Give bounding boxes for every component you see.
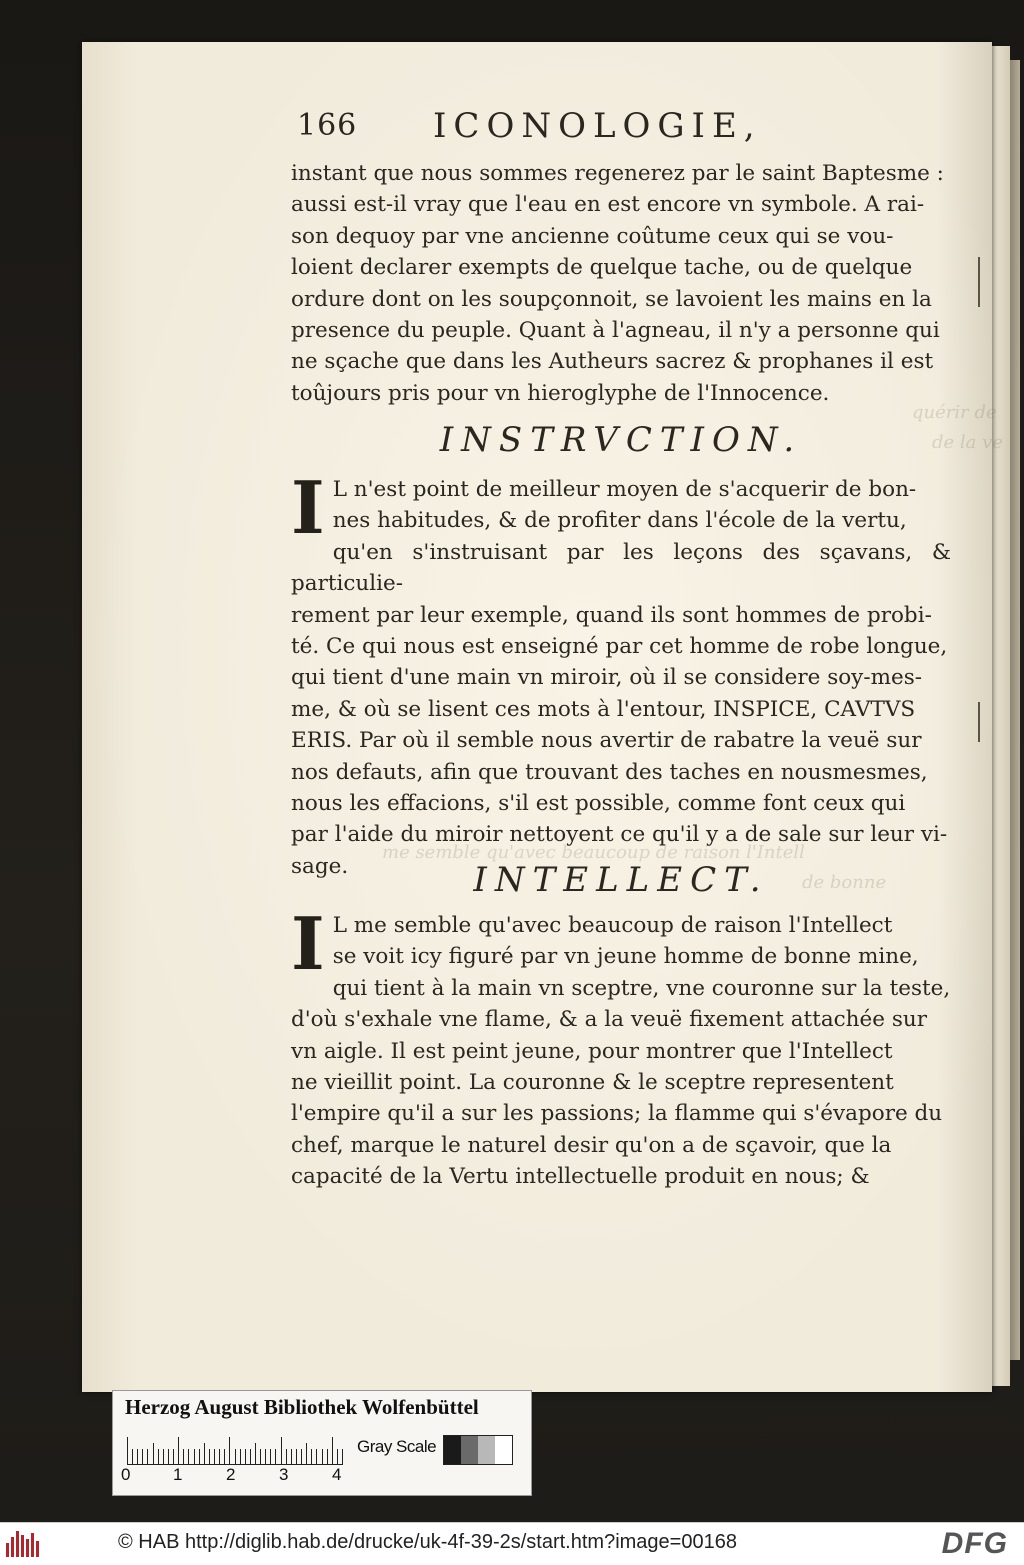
show-through-text: quérir de — [912, 402, 997, 423]
intro-paragraph — [291, 158, 951, 409]
text-line: presence du peuple. Quant à l'agneau, il n'y a personne qui — [291, 318, 940, 344]
ruler-tick — [188, 1449, 189, 1465]
ruler-tick — [316, 1449, 317, 1465]
ruler-tick — [301, 1449, 302, 1465]
ruler-tick — [296, 1449, 297, 1465]
running-title: ICONOLOGIE, — [433, 106, 762, 146]
logo-bar — [21, 1535, 24, 1557]
logo-bar — [31, 1533, 34, 1557]
ruler-tick — [173, 1449, 174, 1465]
gray-swatch — [495, 1436, 512, 1464]
gray-swatch — [461, 1436, 478, 1464]
footer-bar — [0, 1522, 1024, 1565]
ruler-tick — [322, 1449, 323, 1465]
ruler-tick — [255, 1443, 256, 1465]
ruler-number: 1 — [173, 1465, 183, 1484]
text-line: nous les effacions, s'il est possible, comme font ceux qui — [291, 791, 906, 817]
gray-scale-label: Gray Scale — [357, 1437, 437, 1456]
ruler-tick — [260, 1449, 261, 1465]
text-line: sage. — [291, 853, 349, 879]
text-line: toûjours pris pour vn hieroglyphe de l'Innocence. — [291, 380, 830, 406]
ruler-tick — [168, 1449, 169, 1465]
text-line: ERIS. Par où il semble nous avertir de rabatre la veuë sur — [291, 728, 922, 754]
ruler-tick — [286, 1449, 287, 1465]
footer-source-url[interactable]: © HAB http://diglib.hab.de/drucke/uk-4f-39-2s/start.htm?image=00168 — [118, 1531, 737, 1553]
ruler-tick — [291, 1449, 292, 1465]
text-line: son dequoy par vne ancienne coûtume ceux qui se vou- — [291, 223, 894, 249]
ruler-tick — [142, 1449, 143, 1465]
show-through-text: me semble qu'avec beaucoup de raison l'Intell — [382, 842, 805, 863]
gray-swatch — [478, 1436, 495, 1464]
drop-cap: I — [291, 901, 325, 986]
ruler-tick — [281, 1437, 282, 1465]
ruler-tick — [235, 1449, 236, 1465]
ruler-tick — [342, 1449, 343, 1465]
ruler-tick — [245, 1449, 246, 1465]
ruler-tick — [240, 1449, 241, 1465]
text-line: qui tient d'une main vn miroir, où il se considere soy-mes- — [291, 665, 923, 691]
text-line: aussi est-il vray que l'eau en est encore vn symbole. A rai- — [291, 192, 925, 218]
ruler-tick — [250, 1449, 251, 1465]
ruler-tick — [224, 1449, 225, 1465]
margin-mark — [978, 257, 980, 307]
ruler-tick — [275, 1449, 276, 1465]
instruction-paragraph — [291, 465, 951, 882]
text-line: ordure dont on les soupçonnoit, se lavoient les mains en la — [291, 286, 932, 312]
ruler-tick — [127, 1437, 128, 1465]
text-line: L n'est point de meilleur moyen de s'acquerir de bon- — [332, 477, 917, 502]
running-head — [215, 108, 955, 158]
text-line: qu'en s'instruisant par les leçons des sçavans, & particulie- — [291, 539, 951, 597]
hab-logo-icon — [6, 1531, 46, 1557]
ruler-tick — [270, 1449, 271, 1465]
margin-mark — [978, 702, 980, 742]
logo-bar — [26, 1539, 29, 1557]
text-line: l'empire qu'il a sur les passions; la flamme qui s'évapore du — [291, 1101, 943, 1127]
ruler-tick — [147, 1449, 148, 1465]
logo-bar — [6, 1543, 9, 1557]
text-line: rement par leur exemple, quand ils sont hommes de probi- — [291, 602, 932, 628]
logo-bar — [16, 1531, 19, 1557]
gray-scale-swatches — [443, 1435, 513, 1465]
ruler-tick — [265, 1449, 266, 1465]
ruler-tick — [229, 1437, 230, 1465]
text-line: vn aigle. Il est peint jeune, pour montrer que l'Intellect — [291, 1038, 893, 1064]
text-line: par l'aide du miroir nettoyent ce qu'il y a de sale sur leur vi- — [291, 822, 948, 848]
ruler-tick — [332, 1437, 333, 1465]
ruler-tick — [306, 1443, 307, 1465]
text-line: ne sçache que dans les Autheurs sacrez & prophanes il est — [291, 349, 934, 375]
show-through-text: de la ve — [932, 432, 1003, 453]
text-line: instant que nous sommes regenerez par le saint Baptesme : — [291, 161, 944, 186]
text-line: d'où s'exhale vne flame, & a la veuë fixement attachée sur — [291, 1007, 927, 1033]
ruler-tick — [311, 1449, 312, 1465]
institution-name: Herzog August Bibliothek Wolfenbüttel — [125, 1395, 479, 1419]
page-number: 166 — [297, 108, 358, 143]
text-line: chef, marque le naturel desir qu'on a de sçavoir, que la — [291, 1132, 892, 1158]
drop-cap: I — [291, 465, 325, 550]
measurement-ruler — [127, 1435, 342, 1465]
text-line: qui tient à la main vn sceptre, vne couronne sur la teste, — [332, 975, 951, 1001]
ruler-number: 4 — [332, 1465, 342, 1484]
ruler-number: 2 — [226, 1465, 236, 1484]
ruler-tick — [158, 1449, 159, 1465]
text-line: L me semble qu'avec beaucoup de raison l'Intellect — [332, 913, 893, 938]
ruler-tick — [209, 1449, 210, 1465]
ruler-tick — [183, 1449, 184, 1465]
text-line: nes habitudes, & de profiter dans l'école de la vertu, — [332, 508, 907, 534]
ruler-numbers — [121, 1465, 361, 1487]
ruler-tick — [337, 1449, 338, 1465]
gray-swatch — [444, 1436, 461, 1464]
text-line: me, & où se lisent ces mots à l'entour, INSPICE, CAVTVS — [291, 696, 916, 722]
ruler-tick — [194, 1449, 195, 1465]
ruler-tick — [132, 1449, 133, 1465]
text-line: nos defauts, afin que trouvant des taches en nousmesmes, — [291, 759, 928, 785]
ruler-tick — [204, 1443, 205, 1465]
dfg-logo: DFG — [941, 1527, 1008, 1560]
logo-bar — [11, 1537, 14, 1557]
ruler-tick — [199, 1449, 200, 1465]
text-line: capacité de la Vertu intellectuelle produit en nous; & — [291, 1164, 870, 1190]
show-through-text: de bonne — [802, 872, 887, 893]
archive-color-strip — [112, 1390, 532, 1496]
ruler-tick — [153, 1443, 154, 1465]
section-title-instruction: INSTRVCTION. — [439, 420, 803, 460]
text-line: té. Ce qui nous est enseigné par cet homme de robe longue, — [291, 634, 948, 660]
page-edge-shadow — [1010, 60, 1020, 1360]
ruler-tick — [327, 1449, 328, 1465]
ruler-tick — [163, 1449, 164, 1465]
section-title-intellect: INTELLECT. — [473, 860, 769, 900]
ruler-number: 0 — [121, 1465, 131, 1484]
text-line: loient declarer exempts de quelque tache, ou de quelque — [291, 255, 913, 281]
ruler-tick — [137, 1449, 138, 1465]
ruler-tick — [214, 1449, 215, 1465]
ruler-tick — [219, 1449, 220, 1465]
logo-bar — [36, 1541, 39, 1557]
intellect-paragraph — [291, 901, 951, 1193]
ruler-number: 3 — [279, 1465, 289, 1484]
text-line: se voit icy figuré par vn jeune homme de bonne mine, — [332, 944, 919, 970]
text-line: ne vieillit point. La couronne & le sceptre representent — [291, 1070, 894, 1096]
ruler-tick — [178, 1437, 179, 1465]
